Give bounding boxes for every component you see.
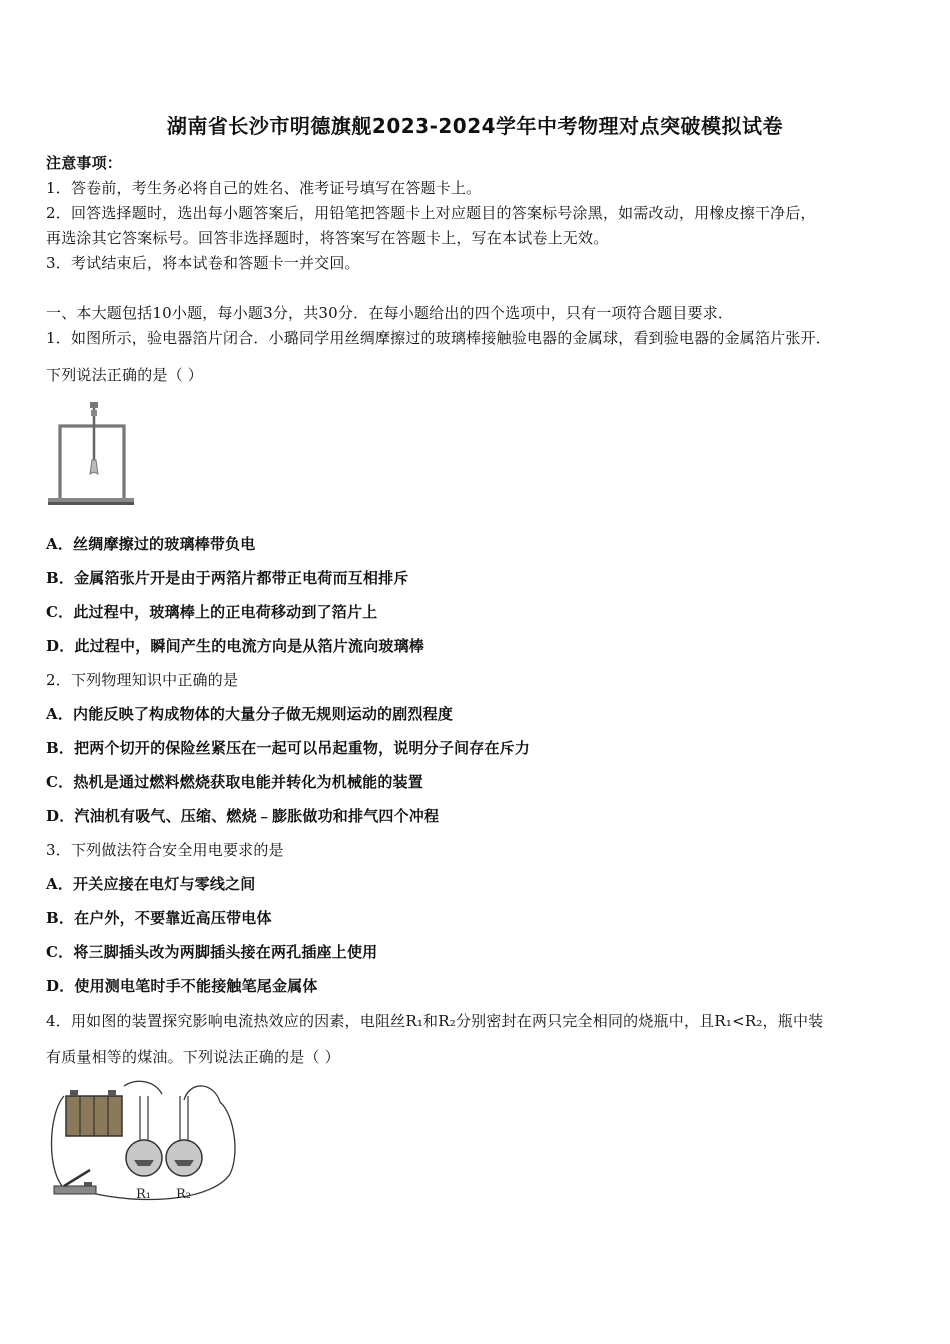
question-2-option-b: B．把两个切开的保险丝紧压在一起可以吊起重物，说明分子间存在斥力 — [46, 739, 531, 757]
page-title: 湖南省长沙市明德旗舰2023-2024学年中考物理对点突破模拟试卷 — [166, 114, 784, 138]
question-3-option-b: B．在户外，不要靠近高压带电体 — [46, 909, 272, 927]
question-1-option-d: D．此过程中，瞬间产生的电流方向是从箔片流向玻璃棒 — [46, 637, 425, 655]
switch-icon — [54, 1170, 96, 1194]
flask-r2-icon — [166, 1096, 202, 1176]
question-4-stem: 有质量相等的煤油。下列说法正确的是（ ） — [46, 1048, 340, 1066]
question-3-option-c: C．将三脚插头改为两脚插头接在两孔插座上使用 — [46, 943, 378, 961]
question-2-option-c: C．热机是通过燃料燃烧获取电能并转化为机械能的装置 — [46, 773, 423, 791]
fig-label-r1: R₁ — [136, 1187, 151, 1202]
section-heading: 一、本大题包括10小题，每小题3分，共30分．在每小题给出的四个选项中，只有一项符合题目要求． — [46, 304, 734, 322]
notice-item: 再选涂其它答案标号。回答非选择题时，将答案写在答题卡上，写在本试卷上无效。 — [46, 229, 609, 247]
notice-item: 2．回答选择题时，选出每小题答案后，用铅笔把答题卡上对应题目的答案标号涂黑，如需改动，用橡皮擦干净后， — [46, 204, 816, 222]
question-3-stem: 3．下列做法符合安全用电要求的是 — [46, 841, 284, 859]
fig-label-r2: R₂ — [176, 1187, 191, 1202]
battery-icon — [66, 1090, 122, 1136]
question-1-option-c: C．此过程中，玻璃棒上的正电荷移动到了箔片上 — [46, 603, 378, 621]
question-2-stem: 2．下列物理知识中正确的是 — [46, 671, 239, 689]
electroscope-figure — [46, 398, 136, 508]
notice-item: 3．考试结束后，将本试卷和答题卡一并交回。 — [46, 254, 360, 272]
question-1-stem: 下列说法正确的是（ ） — [46, 366, 203, 384]
question-3-option-a: A．开关应接在电灯与零线之间 — [46, 875, 256, 893]
flask-r1-icon — [126, 1096, 162, 1176]
notice-heading: 注意事项： — [46, 154, 123, 172]
question-1-stem: 1．如图所示，验电器箔片闭合．小璐同学用丝绸摩擦过的玻璃棒接触验电器的金属球，看到验电器的金属箔片张开． — [46, 329, 831, 347]
question-2-option-a: A．内能反映了构成物体的大量分子做无规则运动的剧烈程度 — [46, 705, 454, 723]
question-2-option-d: D．汽油机有吸气、压缩、燃烧﹣膨胀做功和排气四个冲程 — [46, 807, 440, 825]
question-4-stem: 4．用如图的装置探究影响电流热效应的因素，电阻丝R₁和R₂分别密封在两只完全相同的烧瓶中，且R₁<R₂，瓶中装 — [46, 1012, 824, 1030]
question-1-option-a: A．丝绸摩擦过的玻璃棒带负电 — [46, 535, 256, 553]
circuit-figure — [44, 1074, 244, 1210]
notice-item: 1．答卷前，考生务必将自己的姓名、准考证号填写在答题卡上。 — [46, 179, 482, 197]
question-3-option-d: D．使用测电笔时手不能接触笔尾金属体 — [46, 977, 318, 995]
question-1-option-b: B．金属箔张片开是由于两箔片都带正电荷而互相排斥 — [46, 569, 409, 587]
